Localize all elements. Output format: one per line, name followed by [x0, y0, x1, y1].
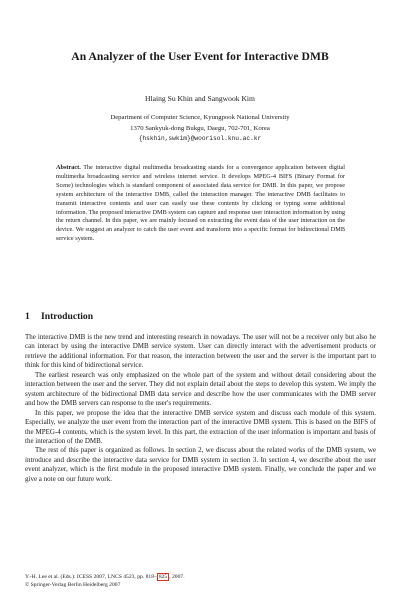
abstract-label: Abstract.	[56, 164, 81, 171]
page-number-highlight: 825	[158, 574, 168, 580]
citation-prefix: Y.-H. Lee et al. (Eds.): ICESS 2007, LNCS 4523, pp. 818–	[25, 574, 157, 580]
affiliation-address: 1370 Sankyuk-dong Bukgu, Daegu, 702-701, Korea	[130, 124, 270, 132]
body-paragraph: The rest of this paper is organized as follows. In section 2, we discuss about the related works of the DMB system, we introduce and describe the interactive data service for DMB system in section 3. In section 4, we describe about the user event analyzer, which is the first module in the proposed interactive DMB system. Finally, we conclude the paper and we give a note on our future work.	[25, 446, 376, 483]
footer-citation	[25, 573, 376, 582]
abstract	[56, 164, 345, 244]
introduction-body	[25, 333, 376, 484]
affiliation-email: {hskhin,swkim}@woorisol.knu.ac.kr	[138, 135, 262, 142]
abstract-text: The interactive digital multimedia broadcasting stands for a convergence application between digital multimedia broadcasting service and wireless internet service. It develops MPEG-4 BIFS (Binary Format for Scene) technologies which is standard component of associated data service for DMB. In this paper, we propose system architecture of the interactive DMB, called the interaction manager. The interactive DMB facilitates to transmit interactive contents and user can easily use these contents by clicking or typing some additional information. The proposed interactive DMB system can capture and response user interaction information by using the return channel. In this paper, we are mainly focused on extracting the event data of the user interaction on the device. We suggest an analyzer to catch the user event and transform into a specific format for bidirectional DMB service system.	[56, 164, 346, 243]
citation-suffix: , 2007.	[169, 574, 185, 580]
footer-copyright: © Springer-Verlag Berlin Heidelberg 2007	[25, 581, 121, 588]
page-footer	[25, 573, 376, 590]
paper-title: An Analyzer of the User Event for Interactive DMB	[71, 50, 329, 63]
affiliation-department: Department of Computer Science, Kyungpook National University	[110, 114, 290, 121]
paper-authors: Hlaing Su Khin and Sangwook Kim	[145, 94, 255, 103]
section-title: Introduction	[41, 311, 94, 322]
body-paragraph: In this paper, we propose the idea that the interactive DMB service system and discuss each module of this system. Especially, we analyze the user event from the interaction part of the interactive DMB system. This is based on the BIFS of the MPEG-4 contents, which is the system level. In this part, the extraction of the user information is important and basis of the interaction of the DMB.	[25, 408, 376, 445]
section-heading-introduction	[25, 311, 93, 322]
body-paragraph: The earliest research was only emphasized on the whole part of the system and without detail considering about the interaction between the user and the server. They did not explain detail about the steps to develop this system. We imply the system architecture of the bidirectional DMB data service and describe how the user communicates with the DMB server and how the DMB servers can response to the user's requirements.	[25, 370, 376, 408]
author-affiliation	[0, 113, 400, 145]
body-paragraph: The interactive DMB is the new trend and interesting research in nowadays. The user will not be a receiver only but also he can interact by using the interactive DMB service system. User can directly interact with the advertisement products or retrieve the additional information. For that reason, the interaction between the user and the server is the important part to think for this kind of bidirectional service.	[25, 333, 376, 370]
section-number: 1	[25, 311, 30, 322]
